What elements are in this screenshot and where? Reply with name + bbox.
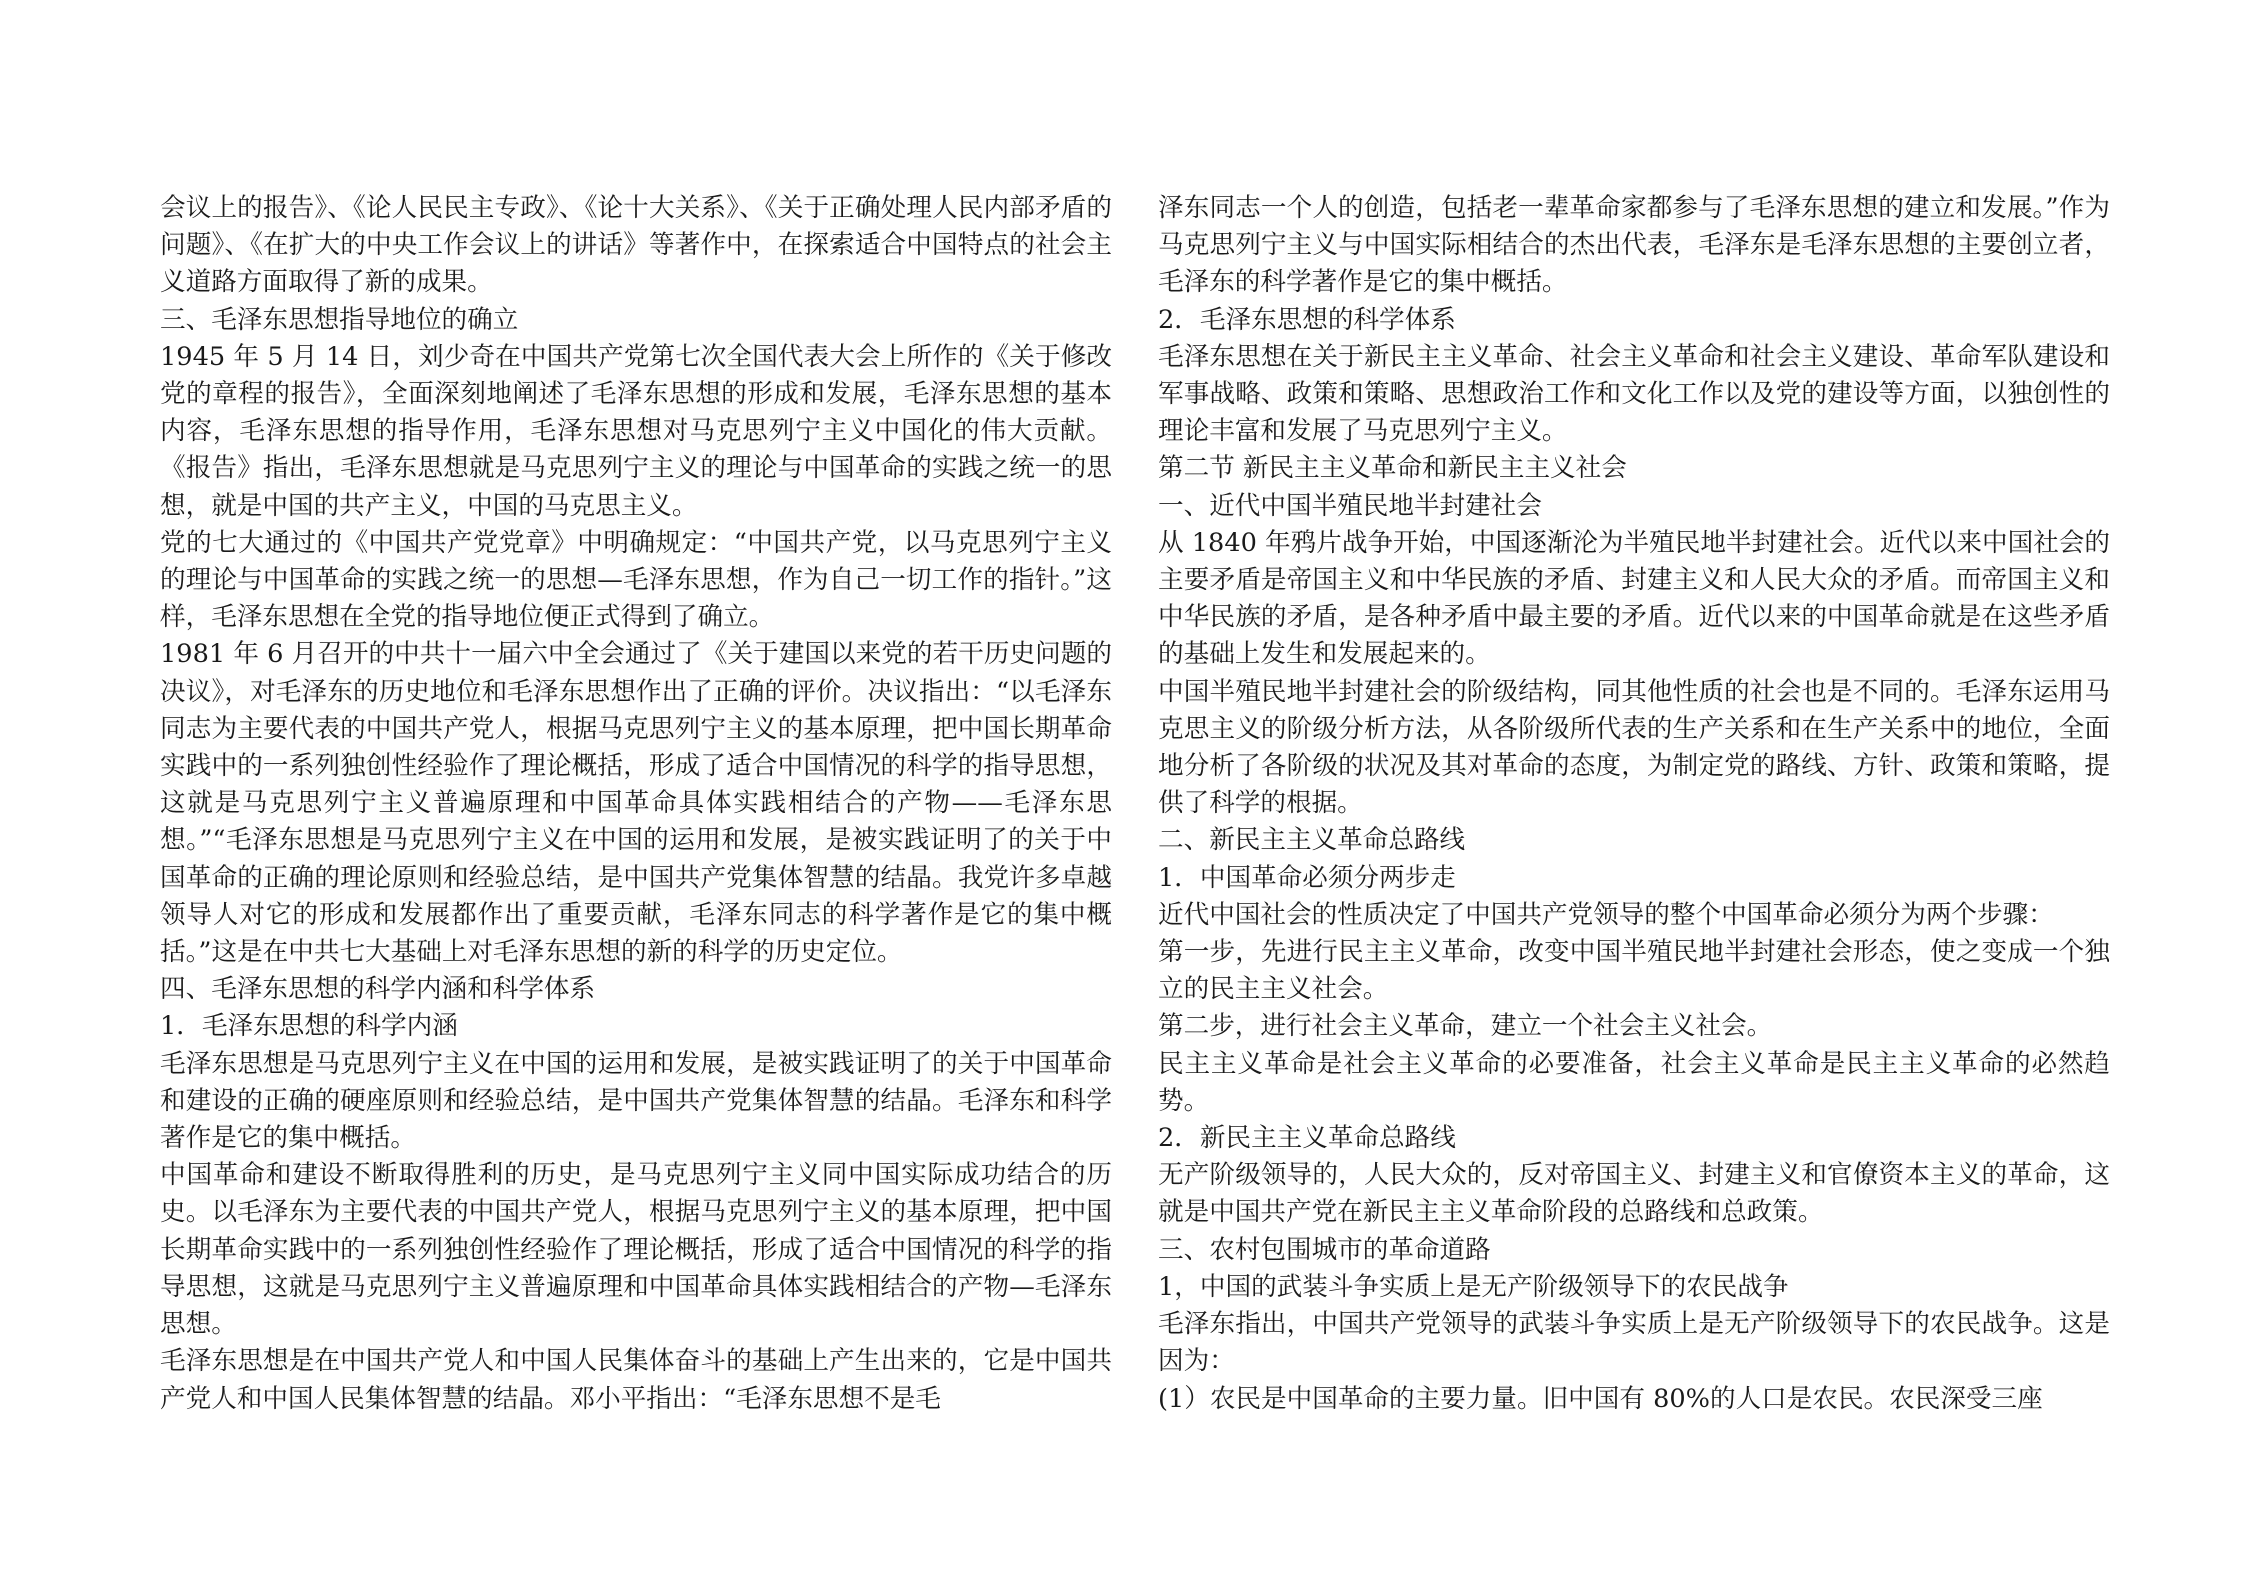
paragraph: 第二步，进行社会主义革命，建立一个社会主义社会。 (1158, 1011, 1773, 1042)
paragraph: 从 1840 年鸦片战争开始，中国逐渐沦为半殖民地半封建社会。近代以来中国社会的主要矛盾是帝国主义和中华民族的矛盾、封建主义和人民大众的矛盾。而帝国主义和中华民族的矛盾，是各种矛盾中最主要的矛盾。近代以来的中国革命就是在这些矛盾的基础上发生和发展起来的。 (1158, 527, 2110, 670)
left-column (160, 190, 1112, 1418)
paragraph: 毛泽东思想是在中国共产党人和中国人民集体奋斗的基础上产生出来的，它是中国共产党人和中国人民集体智慧的结晶。邓小平指出：“毛泽东思想不是毛 (160, 1346, 1112, 1414)
paragraph: 1981 年 6 月召开的中共十一届六中全会通过了《关于建国以来党的若干历史问题的决议》，对毛泽东的历史地位和毛泽东思想作出了正确的评价。决议指出：“以毛泽东同志为主要代表的中国共产党人，根据马克思列宁主义的基本原理，把中国长期革命实践中的一系列独创性经验作了理论概括，形成了适合中国情况的科学的指导思想，这就是马克思列宁主义普遍原理和中国革命具体实践相结合的产物——毛泽东思想。”“毛泽东思想是马克思列宁主义在中国的运用和发展，是被实践证明了的关于中国革命的正确的理论原则和经验总结，是中国共产党集体智慧的结晶。我党许多卓越领导人对它的形成和发展都作出了重要贡献，毛泽东同志的科学著作是它的集中概括。”这是在中共七大基础上对毛泽东思想的新的科学的历史定位。 (160, 639, 1112, 968)
paragraph: 民主主义革命是社会主义革命的必要准备，社会主义革命是民主主义革命的必然趋势。 (1158, 1048, 2110, 1116)
paragraph: 党的七大通过的《中国共产党党章》中明确规定：“中国共产党，以马克思列宁主义的理论与中国革命的实践之统一的思想—毛泽东思想，作为自己一切工作的指针。”这样，毛泽东思想在全党的指导地位便正式得到了确立。 (160, 527, 1112, 633)
section-heading: 三、农村包围城市的革命道路 (1158, 1234, 1491, 1265)
paragraph: 会议上的报告》、《论人民民主专政》、《论十大关系》、《关于正确处理人民内部矛盾的问题》、《在扩大的中央工作会议上的讲话》等著作中，在探索适合中国特点的社会主义道路方面取得了新的成果。 (160, 193, 1112, 298)
section-heading: 二、新民主主义革命总路线 (1158, 825, 1466, 856)
chapter-section-heading: 第二节 新民主主义革命和新民主主义社会 (1158, 453, 1627, 484)
section-heading: 三、毛泽东思想指导地位的确立 (160, 304, 519, 335)
subsection-heading: 1．中国革命必须分两步走 (1158, 862, 1456, 893)
paragraph: 近代中国社会的性质决定了中国共产党领导的整个中国革命必须分为两个步骤： (1158, 899, 2054, 930)
paragraph: (1）农民是中国革命的主要力量。旧中国有 80%的人口是农民。农民深受三座 (1158, 1383, 2043, 1414)
section-heading: 一、近代中国半殖民地半封建社会 (1158, 490, 1542, 521)
subsection-heading: 1．毛泽东思想的科学内涵 (160, 1011, 458, 1042)
paragraph: 中国半殖民地半封建社会的阶级结构，同其他性质的社会也是不同的。毛泽东运用马克思主义的阶级分析方法，从各阶级所代表的生产关系和在生产关系中的地位，全面地分析了各阶级的状况及其对革命的态度，为制定党的路线、方针、政策和策略，提供了科学的根据。 (1158, 676, 2110, 819)
paragraph: 第一步，先进行民主主义革命，改变中国半殖民地半封建社会形态，使之变成一个独立的民主主义社会。 (1158, 937, 2110, 1005)
subsection-heading: 1，中国的武装斗争实质上是无产阶级领导下的农民战争 (1158, 1271, 1789, 1302)
paragraph: 泽东同志一个人的创造，包括老一辈革命家都参与了毛泽东思想的建立和发展。”作为马克思列宁主义与中国实际相结合的杰出代表，毛泽东是毛泽东思想的主要创立者，毛泽东的科学著作是它的集中概括。 (1158, 193, 2110, 298)
paragraph: 毛泽东思想是马克思列宁主义在中国的运用和发展，是被实践证明了的关于中国革命和建设的正确的硬座原则和经验总结，是中国共产党集体智慧的结晶。毛泽东和科学著作是它的集中概括。 (160, 1048, 1112, 1154)
paragraph: 毛泽东思想在关于新民主主义革命、社会主义革命和社会主义建设、革命军队建设和军事战略、政策和策略、思想政治工作和文化工作以及党的建设等方面，以独创性的理论丰富和发展了马克思列宁主义。 (1158, 341, 2110, 447)
section-heading: 四、毛泽东思想的科学内涵和科学体系 (160, 974, 596, 1005)
paragraph: 毛泽东指出，中国共产党领导的武装斗争实质上是无产阶级领导下的农民战争。这是因为： (1158, 1309, 2110, 1377)
subsection-heading: 2．新民主主义革命总路线 (1158, 1123, 1456, 1154)
paragraph: 无产阶级领导的，人民大众的，反对帝国主义、封建主义和官僚资本主义的革命，这就是中国共产党在新民主主义革命阶段的总路线和总政策。 (1158, 1160, 2110, 1228)
paragraph: 1945 年 5 月 14 日，刘少奇在中国共产党第七次全国代表大会上所作的《关于修改党的章程的报告》，全面深刻地阐述了毛泽东思想的形成和发展，毛泽东思想的基本内容，毛泽东思想的指导作用，毛泽东思想对马克思列宁主义中国化的伟大贡献。《报告》指出，毛泽东思想就是马克思列宁主义的理论与中国革命的实践之统一的思想，就是中国的共产主义，中国的马克思主义。 (160, 341, 1112, 521)
paragraph: 中国革命和建设不断取得胜利的历史，是马克思列宁主义同中国实际成功结合的历史。以毛泽东为主要代表的中国共产党人，根据马克思列宁主义的基本原理，把中国长期革命实践中的一系列独创性经验作了理论概括，形成了适合中国情况的科学的指导思想，这就是马克思列宁主义普遍原理和中国革命具体实践相结合的产物—毛泽东思想。 (160, 1160, 1112, 1340)
subsection-heading: 2．毛泽东思想的科学体系 (1158, 304, 1456, 335)
right-column (1158, 190, 2110, 1418)
